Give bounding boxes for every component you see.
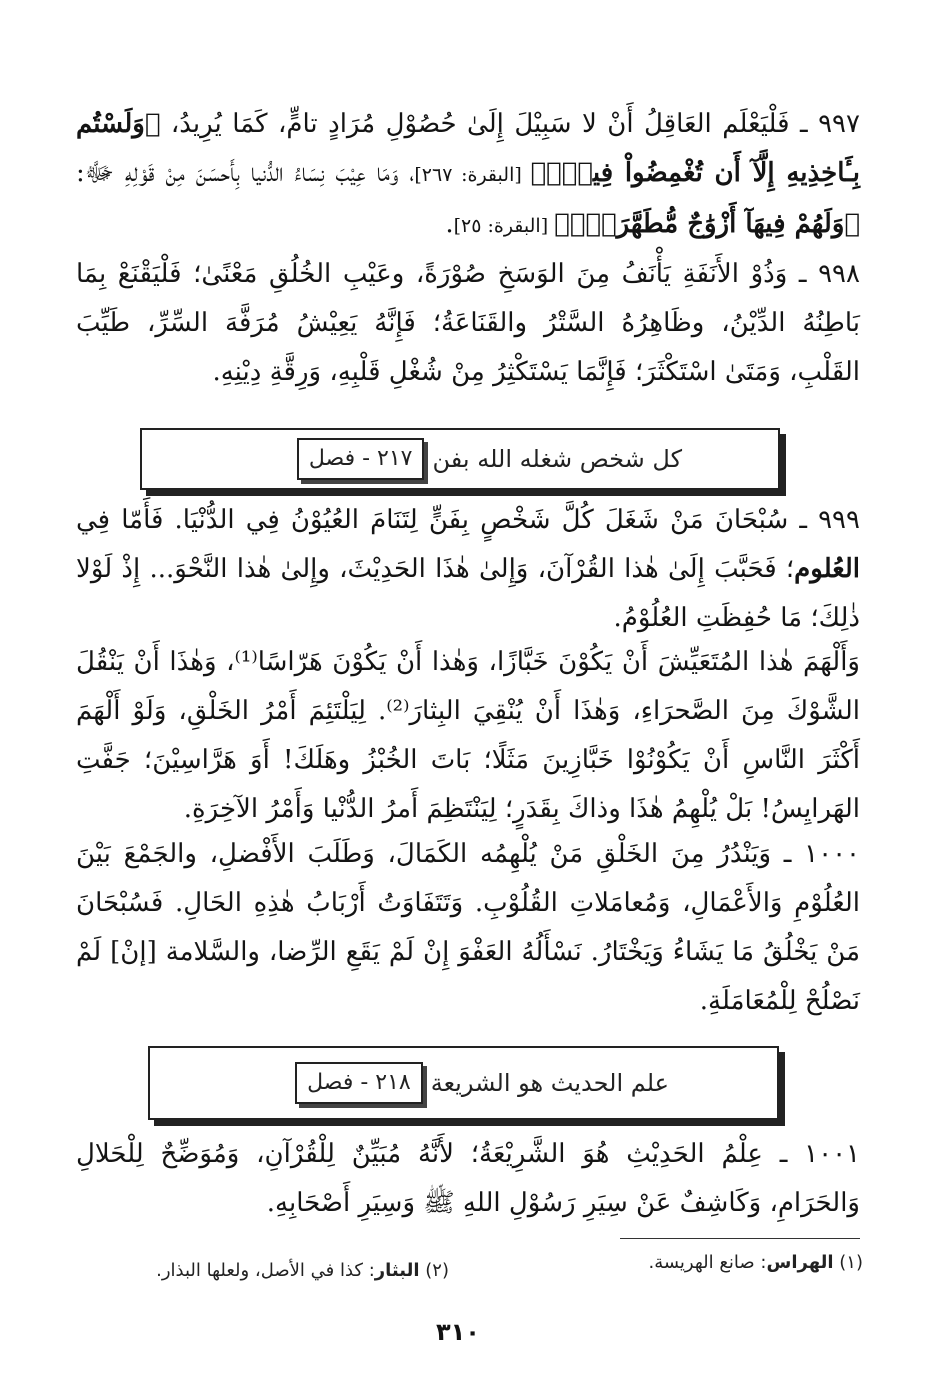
section-heading-218 [148,1046,779,1120]
footnote-marker: (١) [839,1252,863,1273]
paragraph-1001 [76,1130,860,1228]
section-heading-217 [140,428,780,490]
paragraph-999 [76,496,860,643]
paragraph-number: ٩٩٨ [818,259,860,289]
page-number: ٣١٠ [436,1318,480,1346]
paragraph-continuation [76,638,860,834]
paragraph-998 [76,250,860,397]
paragraph-text: وَأَلْهَمَ هٰذا المُتَعَيِّشَ أَنْ يَكُوْنَ خَبَّازًا، وَهٰذا أَنْ يَكُوْنَ هَرّاسًا⁽¹⁾، وَهٰذَا أَنْ يَنْقُلَ الشَّوْكَ مِنَ الصَّحرَاءِ، وَهٰذَا أَنْ يُنْقِيَ البِثارَ⁽²⁾. لِيَلْتَئِمَ أَمْرُ الخَلْقِ، وَلَوْ أَلْهَمَ أَكْثَرَ النَّاسِ أَنْ يَكُوْنُوْا خَبَّازِينَ مَثَلًا؛ بَاتَ الخُبْزُ وهَلَكَ! أَوَ هَرَّاسِيْنَ؛ جَفَّتِ الهَرايِسُ! بَلْ يُلْهِمُ هٰذَا وذاكَ بِقَدَرٍ؛ لِيَنْتَظِمَ أَمرُ الدُّنْيا وَأَمْرُ الآخِرَةِ. [76,647,860,824]
section-title: علم الحديث هو الشريعة [430,1069,669,1097]
verse-reference: [البقرة: ٢٥] [453,215,555,237]
paragraph-number: ١٠٠١ [804,1139,860,1169]
section-number-tag: ٢١٨ - فصل [295,1062,423,1104]
paragraph-text: ـ سُبْحَانَ مَنْ شَغَلَ كُلَّ شَخْصٍ بِفَنٍّ لِتَنَامَ العُيُوْنُ فِي الدُّنْيَا. فَأَمّا فِي [76,505,819,535]
paragraph-text: ؛ فَحَبَّبَ إِلَىٰ هٰذا القُرْآنَ، وَإِلىٰ هٰذَا الحَدِيْثَ، وإِلىٰ هٰذا النَّحْوَ... إِذْ لَوْلا ذٰلِكَ؛ مَا حُفِظَتِ العُلُوْمُ. [76,554,860,633]
footnote-term: الهراس [766,1252,834,1273]
paragraph-text: ـ وَذُوْ الأَنَفَةِ يَأْنَفُ مِنَ الوَسَخِ صُوْرَةً، وعَيْبِ الخُلُقِ مَعْنًىٰ؛ فَلْيَقْنَعْ بِمَا بَاطِنُهُ الدِّيْنُ، وظَاهِرُهُ السَّتْرُ والقَنَاعَةُ؛ فَإِنَّهُ يَعِيْشُ مُرَفَّهَ السِّرِّ، طَيِّبَ القَلْبِ، وَمَتَىٰ اسْتَكْثَرَ؛ فَإِنَّمَا يَسْتَكْثِرُ مِنْ شُغْلِ قَلْبِهِ، وَرِقَّةِ دِيْنِهِ. [76,259,860,387]
paragraph-997 [76,100,860,251]
section-title: كل شخص شغله الله بفن [432,445,682,473]
quran-verse: ﴿وَلَهُمْ فِيهَآ أَزْوَٰجٌ مُّطَهَّرَةٌۖ﴾ [554,209,860,239]
emphasized-word: العُلوم [794,554,860,584]
paragraph-number: ٩٩٧ [818,109,860,139]
footnote-term: البثار [374,1260,420,1281]
verse-reference: [البقرة: ٢٦٧] [414,164,531,186]
paragraph-text: . [445,209,454,239]
footnote-separator [620,1238,860,1239]
footnote-2 [156,1260,449,1281]
footnote-marker: (٢) [425,1260,449,1281]
section-number-tag: ٢١٧ - فصل [297,438,425,480]
paragraph-number: ١٠٠٠ [804,839,860,869]
footnote-text: : صانع الهريسة. [648,1252,767,1273]
paragraph-text: ـ عِلْمُ الحَدِيْثِ هُوَ الشَّرِيْعَةُ؛ لأَنَّهُ مُبَيِّنٌ لِلْقُرْآنِ، وَمُوَضِّحٌ لِلْحَلالِ وَالحَرَامِ، وَكَاشِفٌ عَنْ سِيَرِ رَسُوْلِ اللهِ ﷺ وَسِيَرِ أَصْحَابِهِ. [76,1139,860,1218]
quran-verse: ﴿وَلَسْتُم بِـَٔاخِذِيهِ إِلَّآ أَن تُغْمِضُواْ فِيهِۚ﴾ [76,109,860,188]
paragraph-text: ، وَمَا عِيْبَ نِسَاءُ الدُّنيا بِأَحسَنَ مِنْ قَوْلِهِ ﷻ: [76,158,415,188]
paragraph-1000 [76,830,860,1026]
paragraph-number: ٩٩٩ [818,505,860,535]
paragraph-text: ـ فَلْيَعْلَم العَاقِلُ أَنْ لا سَبِيْلَ إِلَىٰ حُصُوْلِ مُرَادٍ تامٍّ، كَمَا يُرِيدُ، [160,109,819,139]
footnote-1 [648,1252,863,1273]
paragraph-text: ـ وَيَنْدُرُ مِنَ الخَلْقِ مَنْ يُلْهِمُه الكَمَالَ، وَطَلَبَ الأَفْضلِ، والجَمْعَ بَيْنَ العُلُوْمِ وَالأَعْمَالِ، وَمُعامَلاتِ القُلُوْبِ. وَتَتَفَاوَتُ أَرْبَابُ هٰذِهِ الحَالِ. فَسُبْحَانَ مَنْ يَخْلُقُ مَا يَشَاءُ وَيَخْتَارُ. نَسْأَلُهُ العَفْوَ إِنْ لَمْ يَقَعِ الرِّضا، والسَّلامة [إنْ] لَمْ نَصْلُحْ لِلْمُعَامَلَةِ. [76,839,860,1016]
footnote-text: : كذا في الأصل، ولعلها البذار. [156,1260,375,1281]
